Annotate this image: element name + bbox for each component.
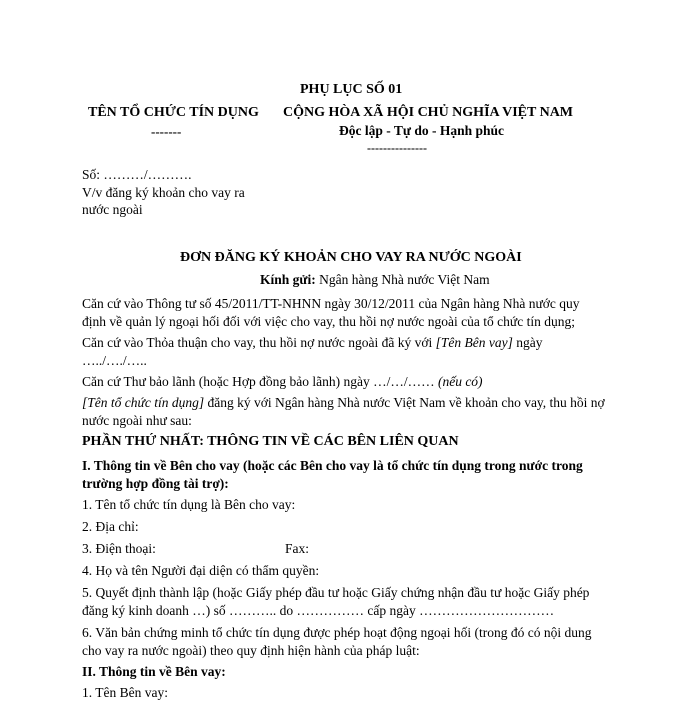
basis-3-prefix: Căn cứ Thư bảo lãnh (hoặc Hợp đồng bảo lãnh) ngày …/…/…… (82, 374, 438, 389)
document-number: Số: ………/………. (82, 167, 192, 182)
subject-line-1: V/v đăng ký khoản cho vay ra (82, 185, 245, 200)
basis-4-line-1 (82, 395, 605, 411)
basis-2-prefix: Căn cứ vào Thỏa thuận cho vay, thu hồi nợ nước ngoài đã ký với (82, 335, 436, 350)
basis-2-line-1 (82, 335, 542, 351)
item-3-fax: Fax: (285, 541, 310, 556)
item-1-lender-name: 1. Tên tổ chức tín dụng là Bên cho vay: (82, 497, 296, 512)
item-4-representative: 4. Họ và tên Người đại diện có thẩm quyền: (82, 563, 320, 578)
basis-2-suffix: ngày (512, 335, 543, 350)
section-1-heading-line-2: trường hợp đồng tài trợ): (82, 476, 229, 491)
motto-dashes: --------------- (367, 141, 427, 155)
org-dashes: ------- (151, 124, 182, 139)
item-6-line-1: 6. Văn bản chứng minh tổ chức tín dụng được phép hoạt động ngoại hối (trong đó có nội dung (82, 625, 592, 640)
section-1-heading-line-1: I. Thông tin về Bên cho vay (hoặc các Bên cho vay là tổ chức tín dụng trong nước trong (82, 458, 583, 473)
national-motto: Độc lập - Tự do - Hạnh phúc (339, 123, 505, 138)
section-2-heading: II. Thông tin về Bên vay: (82, 664, 226, 679)
addressee-label: Kính gửi: (260, 272, 316, 287)
basis-1-line-2: định về quản lý ngoại hối đối với việc cho vay, thu hồi nợ nước ngoài của tổ chức tín dụng; (82, 314, 575, 329)
item-5-line-2: đăng ký kinh doanh …) số ……….. do …………… cấp ngày ………………………… (82, 603, 555, 618)
basis-3 (82, 374, 483, 390)
addressee (260, 272, 490, 288)
credit-institution-placeholder: [Tên tổ chức tín dụng] (82, 395, 205, 410)
item-2-address: 2. Địa chỉ: (82, 519, 139, 534)
document-title: ĐƠN ĐĂNG KÝ KHOẢN CHO VAY RA NƯỚC NGOÀI (180, 250, 522, 265)
part-1-heading: PHẦN THỨ NHẤT: THÔNG TIN VỀ CÁC BÊN LIÊN QUAN (82, 434, 459, 449)
subject-line-2: nước ngoài (82, 202, 143, 217)
basis-2-line-2: …../…./….. (82, 353, 147, 368)
basis-4-line-2: nước ngoài như sau: (82, 413, 192, 428)
item-6-line-2: cho vay ra nước ngoài) theo quy định hiện hành của pháp luật: (82, 643, 420, 658)
basis-3-optional: (nếu có) (437, 374, 483, 389)
addressee-value: Ngân hàng Nhà nước Việt Nam (319, 272, 490, 287)
basis-4-rest: đăng ký với Ngân hàng Nhà nước Việt Nam về khoản cho vay, thu hồi nợ (204, 395, 605, 410)
item-3-phone: 3. Điện thoại: (82, 541, 156, 556)
org-name: TÊN TỔ CHỨC TÍN DỤNG (88, 105, 259, 120)
section-2-item-1: 1. Tên Bên vay: (82, 685, 168, 700)
country-name: CỘNG HÒA XÃ HỘI CHỦ NGHĨA VIỆT NAM (283, 105, 574, 120)
borrower-name-placeholder: [Tên Bên vay] (435, 335, 513, 350)
appendix-title: PHỤ LỤC SỐ 01 (300, 82, 403, 97)
basis-1-line-1: Căn cứ vào Thông tư số 45/2011/TT-NHNN ngày 30/12/2011 của Ngân hàng Nhà nước quy (82, 296, 580, 311)
item-5-line-1: 5. Quyết định thành lập (hoặc Giấy phép đầu tư hoặc Giấy chứng nhận đầu tư hoặc Giấy phép (82, 585, 590, 600)
